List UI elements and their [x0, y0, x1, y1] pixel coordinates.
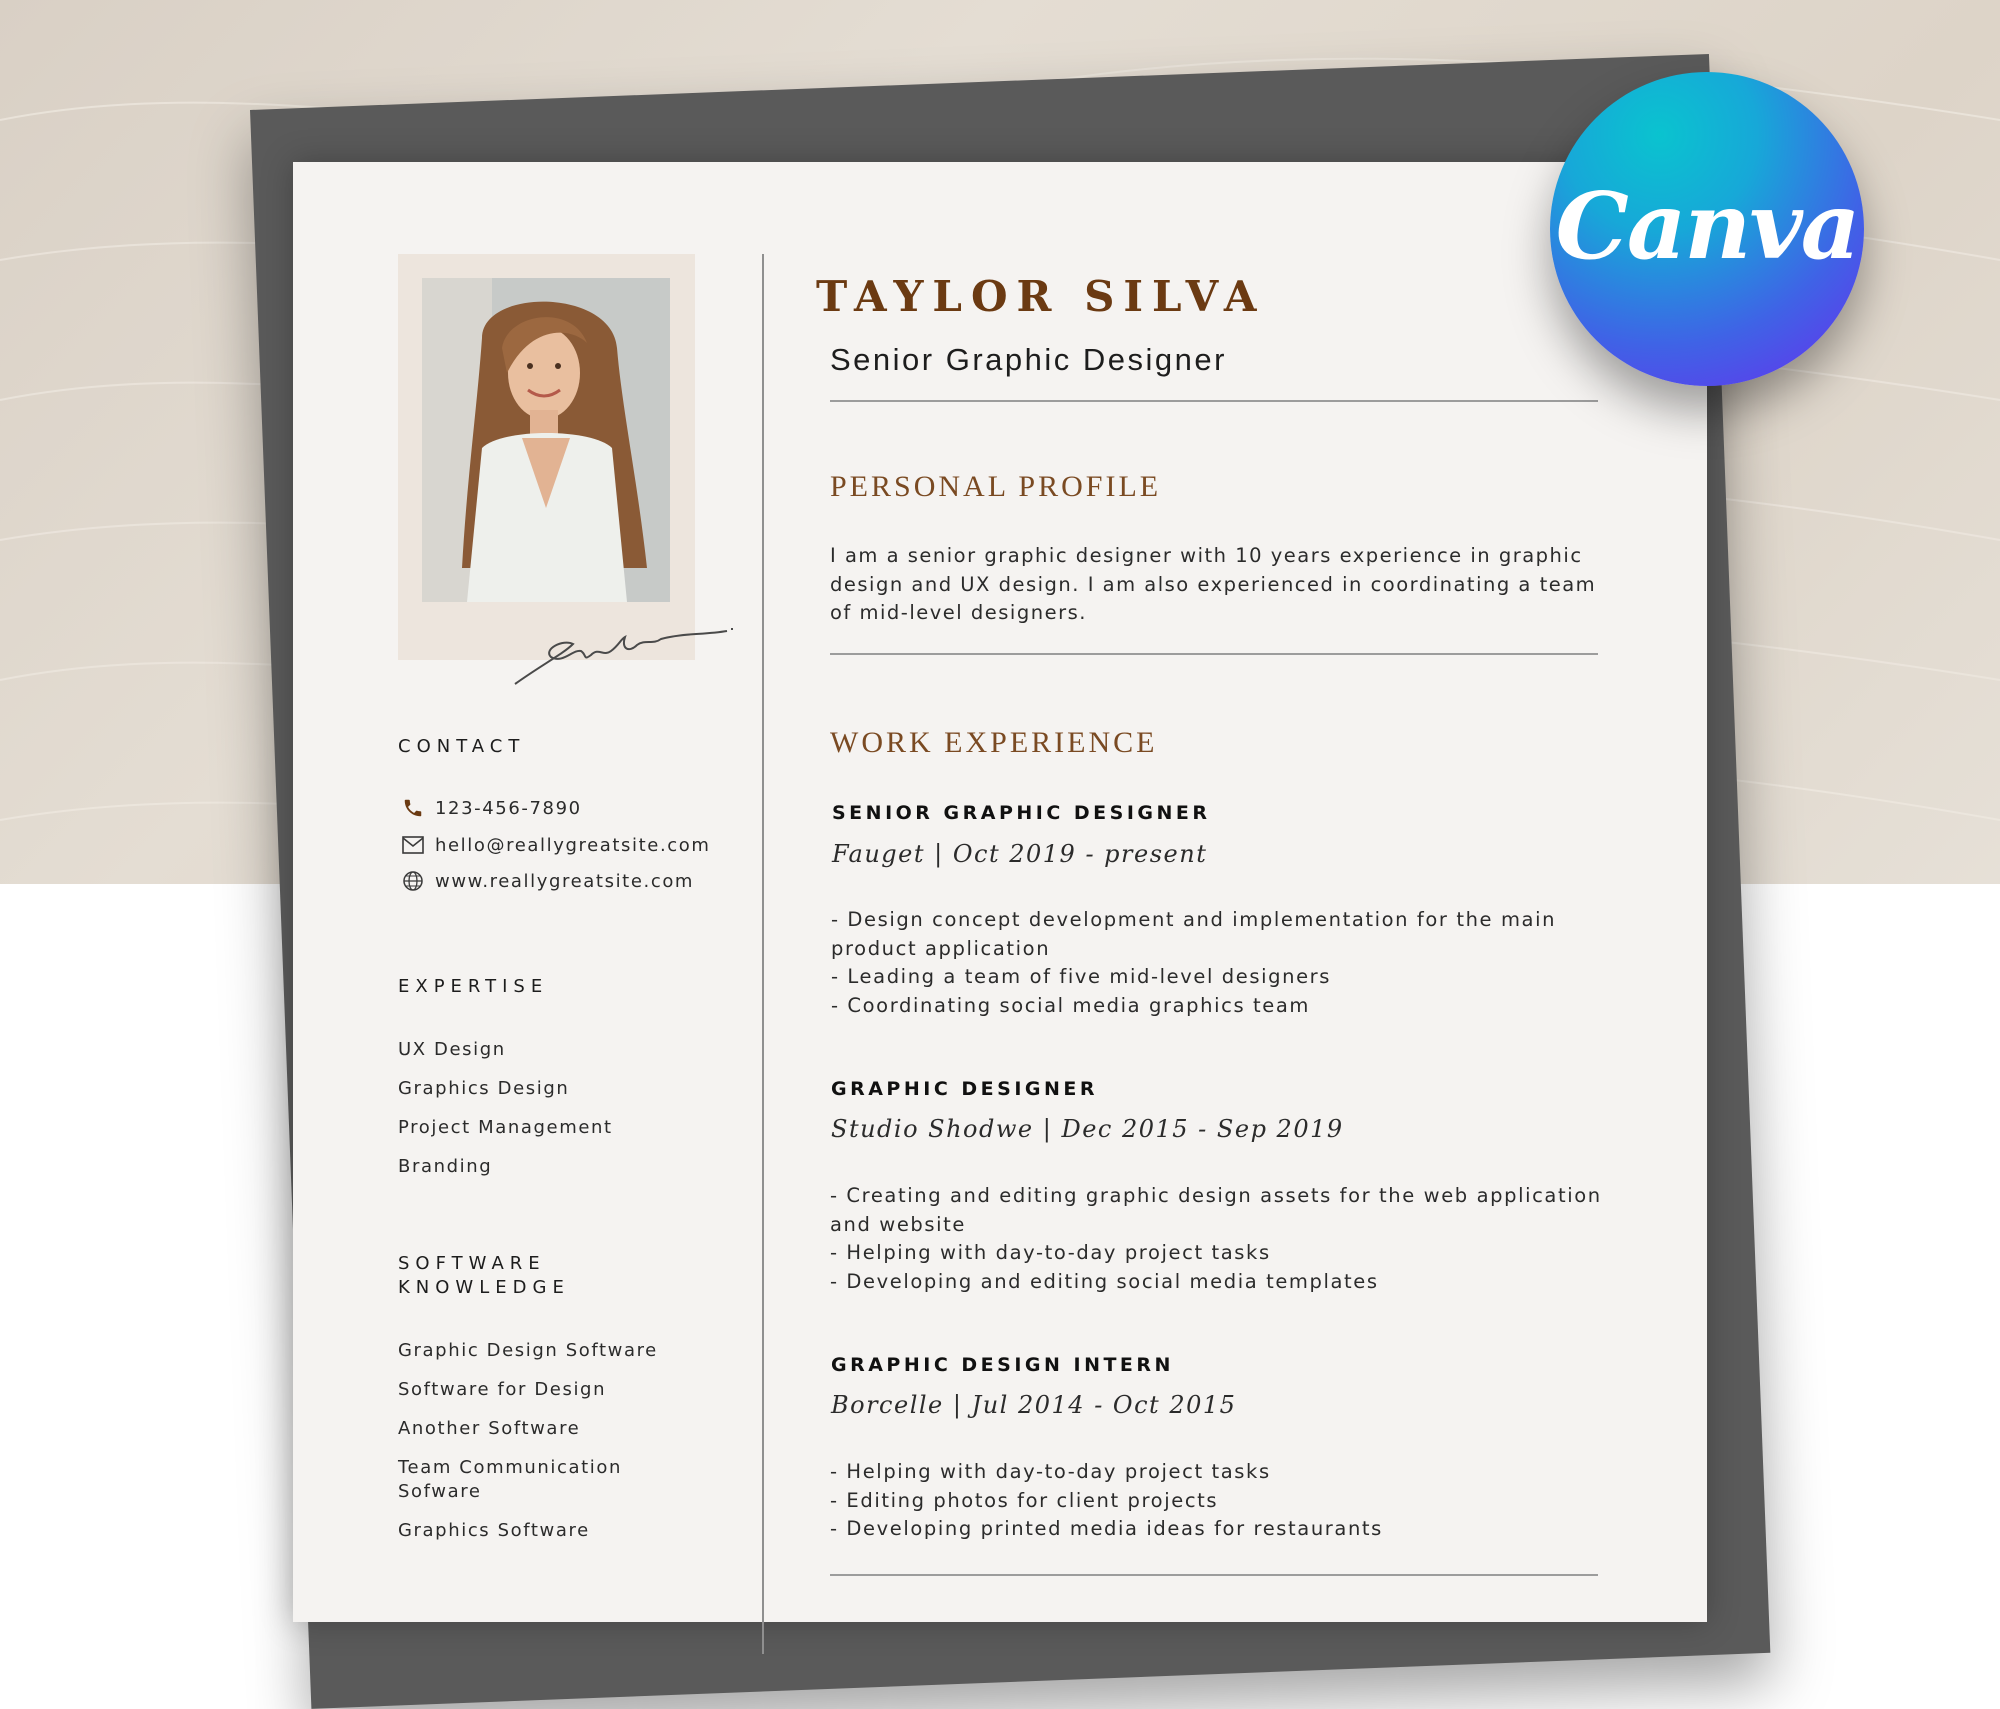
- vertical-divider: [762, 254, 764, 1654]
- list-item: Project Management: [398, 1117, 613, 1138]
- phone-icon: [401, 796, 425, 820]
- experience-heading: WORK EXPERIENCE: [830, 726, 1158, 759]
- website-text: www.reallygreatsite.com: [435, 870, 695, 892]
- job-meta: Studio Shodwe | Dec 2015 - Sep 2019: [831, 1115, 1344, 1143]
- bullet-item: - Developing and editing social media templates: [830, 1269, 1379, 1293]
- bullet-item: - Editing photos for client projects: [830, 1488, 1219, 1512]
- list-item: Graphics Design: [398, 1078, 570, 1099]
- job-bullets: [831, 906, 1611, 1020]
- software-list: [398, 1339, 658, 1558]
- list-item: UX Design: [398, 1039, 506, 1060]
- contact-email: [401, 833, 711, 857]
- software-heading-line1: SOFTWARE: [398, 1253, 546, 1274]
- job-meta: Fauget | Oct 2019 - present: [832, 840, 1208, 868]
- job-title: SENIOR GRAPHIC DESIGNER: [832, 802, 1211, 824]
- globe-icon: [401, 869, 425, 893]
- bullet-item: - Helping with day-to-day project tasks: [830, 1241, 1271, 1264]
- expertise-list: [398, 1038, 613, 1194]
- list-item: Graphic Design Software: [398, 1340, 658, 1361]
- divider-line: [830, 1574, 1598, 1576]
- job-bullets: [830, 1182, 1610, 1296]
- list-item: Another Software: [398, 1418, 581, 1439]
- job-bullets: [830, 1458, 1610, 1544]
- phone-text: 123-456-7890: [435, 797, 582, 819]
- photo-frame: [398, 254, 695, 660]
- contact-phone: [401, 796, 582, 820]
- canva-logo-text: Canva: [1555, 172, 1859, 280]
- email-text: hello@reallygreatsite.com: [435, 834, 711, 856]
- profile-heading: PERSONAL PROFILE: [830, 470, 1162, 503]
- bullet-item: - Design concept development and implementation for the main product application: [831, 908, 1557, 960]
- list-item: Graphics Software: [398, 1520, 590, 1541]
- divider-line: [830, 400, 1598, 402]
- list-item: Branding: [398, 1156, 493, 1177]
- resume-page: [293, 162, 1707, 1622]
- contact-website: [401, 869, 694, 893]
- mail-icon: [401, 833, 425, 857]
- list-item: Team Communication Sofware: [398, 1457, 622, 1502]
- bullet-item: - Developing printed media ideas for restaurants: [830, 1517, 1383, 1540]
- canva-logo-badge: [1550, 72, 1864, 386]
- job-meta: Borcelle | Jul 2014 - Oct 2015: [831, 1391, 1237, 1419]
- software-heading-line2: KNOWLEDGE: [398, 1277, 570, 1298]
- bullet-item: - Leading a team of five mid-level designers: [831, 965, 1332, 988]
- bullet-item: - Helping with day-to-day project tasks: [830, 1460, 1271, 1483]
- profile-text: I am a senior graphic designer with 10 years experience in graphic design and UX design. I am also experienced in coordinating a team of mid-level designers.: [830, 544, 1597, 624]
- profile-photo: [422, 278, 670, 602]
- expertise-heading: EXPERTISE: [398, 976, 549, 997]
- divider-line: [830, 653, 1598, 655]
- job-title: GRAPHIC DESIGNER: [831, 1078, 1098, 1100]
- list-item: Software for Design: [398, 1379, 607, 1400]
- job-title: GRAPHIC DESIGN INTERN: [831, 1354, 1174, 1376]
- resume-name: TAYLOR SILVA: [816, 272, 1266, 321]
- bullet-item: - Coordinating social media graphics team: [831, 993, 1310, 1017]
- bullet-item: - Creating and editing graphic design assets for the web application and website: [830, 1184, 1602, 1236]
- software-heading: [398, 1252, 570, 1300]
- signature-graphic: [503, 609, 743, 689]
- resume-role: Senior Graphic Designer: [830, 342, 1227, 377]
- contact-heading: CONTACT: [398, 736, 526, 757]
